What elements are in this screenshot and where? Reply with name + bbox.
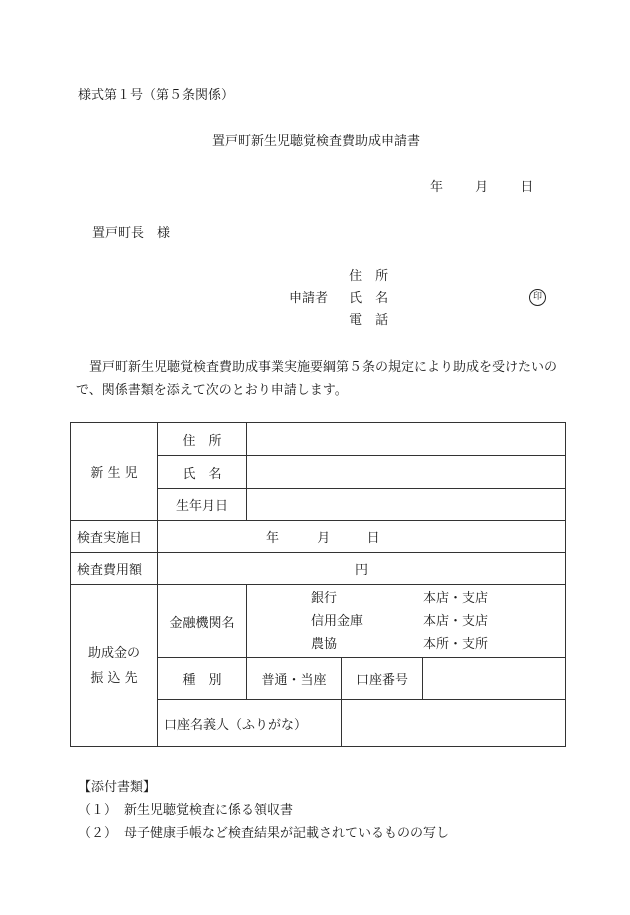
transfer-header-line-2: 振 込 先 bbox=[90, 670, 138, 686]
exam-date-label: 検査実施日 bbox=[71, 521, 158, 553]
newborn-dob-field[interactable] bbox=[247, 489, 566, 521]
bank-label: 金融機関名 bbox=[158, 585, 247, 658]
exam-cost-field[interactable] bbox=[158, 553, 566, 585]
bank-branch-options-1: 本店・支店 bbox=[423, 590, 489, 606]
date-day-label: 日 bbox=[520, 180, 534, 195]
applicant-prefix: 申請者 bbox=[289, 291, 329, 306]
attachment-text: 母子健康手帳など検査結果が記載されているものの写し bbox=[124, 826, 450, 841]
applicant-name-label: 氏 名 bbox=[349, 291, 389, 306]
newborn-dob-label: 生年月日 bbox=[158, 489, 247, 521]
attachment-item bbox=[78, 799, 449, 822]
account-holder-field[interactable] bbox=[342, 700, 566, 747]
exam-date-year-label: 年 bbox=[266, 531, 280, 546]
account-type-label: 種 別 bbox=[158, 658, 247, 700]
bank-line-3 bbox=[247, 633, 565, 656]
account-number-field[interactable] bbox=[423, 658, 566, 700]
bank-branch-options-3: 本所・支所 bbox=[423, 636, 489, 652]
bank-branch-options-2: 本店・支店 bbox=[423, 613, 489, 629]
seal-mark-icon: 印 bbox=[529, 289, 546, 306]
bank-type-bank: 銀行 bbox=[311, 590, 338, 606]
application-form-table bbox=[70, 422, 566, 747]
bank-line-1 bbox=[247, 587, 565, 610]
attachment-number: （２） bbox=[78, 826, 118, 841]
attachment-item bbox=[78, 822, 449, 845]
bank-field[interactable] bbox=[247, 585, 566, 658]
document-title: 置戸町新生児聴覚検査費助成申請書 bbox=[212, 134, 421, 149]
newborn-name-label: 氏 名 bbox=[158, 456, 247, 489]
date-year-label: 年 bbox=[430, 180, 444, 195]
bank-type-shinkin: 信用金庫 bbox=[311, 613, 364, 629]
newborn-name-field[interactable] bbox=[247, 456, 566, 489]
transfer-header bbox=[71, 585, 158, 747]
application-statement: 置戸町新生児聴覚検査費助成事業実施要綱第５条の規定により助成を受けたいので、関係書類を添えて次のとおり申請します。 bbox=[76, 360, 558, 398]
exam-date-field[interactable] bbox=[158, 521, 566, 553]
bank-type-nokyo: 農協 bbox=[311, 636, 338, 652]
newborn-address-label: 住 所 bbox=[158, 423, 247, 456]
exam-cost-label: 検査費用額 bbox=[71, 553, 158, 585]
attachment-text: 新生児聴覚検査に係る領収書 bbox=[124, 803, 294, 818]
newborn-header: 新 生 児 bbox=[71, 423, 158, 521]
account-number-label: 口座番号 bbox=[342, 658, 423, 700]
exam-date-day-label: 日 bbox=[366, 531, 380, 546]
application-date bbox=[430, 176, 533, 195]
newborn-address-field[interactable] bbox=[247, 423, 566, 456]
attachments-title: 【添付書類】 bbox=[78, 780, 157, 795]
attachments-section bbox=[78, 776, 449, 845]
attachment-number: （１） bbox=[78, 803, 118, 818]
transfer-header-line-1: 助成金の bbox=[87, 645, 140, 661]
account-type-options[interactable]: 普通・当座 bbox=[247, 658, 342, 700]
account-holder-label: 口座名義人（ふりがな） bbox=[158, 700, 342, 747]
applicant-phone-label: 電 話 bbox=[349, 313, 389, 328]
bank-line-2 bbox=[247, 610, 565, 633]
form-number: 様式第１号（第５条関係） bbox=[78, 88, 235, 103]
date-month-label: 月 bbox=[475, 180, 489, 195]
addressee: 置戸町長 様 bbox=[92, 226, 171, 241]
applicant-address-label: 住 所 bbox=[349, 269, 389, 284]
applicant-block bbox=[289, 266, 542, 332]
exam-cost-unit: 円 bbox=[355, 563, 369, 578]
exam-date-month-label: 月 bbox=[317, 531, 331, 546]
